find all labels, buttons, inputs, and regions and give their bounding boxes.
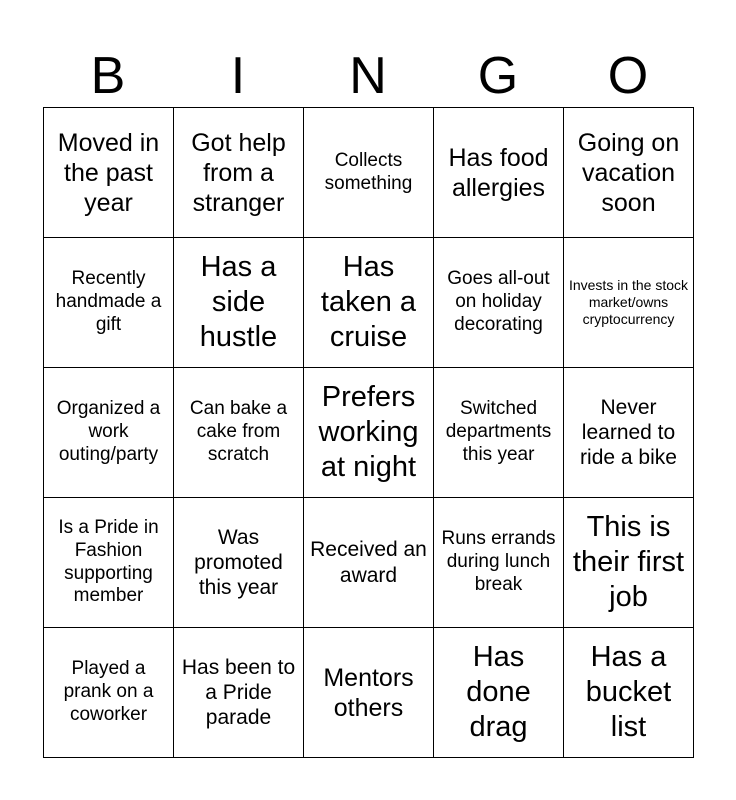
bingo-cell[interactable]: This is their first job: [564, 498, 694, 628]
board-row: [44, 368, 694, 498]
bingo-cell[interactable]: Has been to a Pride parade: [174, 628, 304, 758]
board-row: [44, 238, 694, 368]
bingo-cell[interactable]: Going on vacation soon: [564, 108, 694, 238]
bingo-cell[interactable]: Has a bucket list: [564, 628, 694, 758]
header-letter-o: O: [607, 47, 649, 105]
bingo-cell[interactable]: Organized a work outing/party: [44, 368, 174, 498]
bingo-cell[interactable]: Can bake a cake from scratch: [174, 368, 304, 498]
board-row: [44, 498, 694, 628]
header-letter-b: B: [90, 47, 126, 105]
header-letter-g: G: [477, 47, 519, 105]
bingo-cell[interactable]: Moved in the past year: [44, 108, 174, 238]
header-letter-i: I: [230, 47, 246, 105]
bingo-cell[interactable]: Never learned to ride a bike: [564, 368, 694, 498]
bingo-cell[interactable]: Prefers working at night: [304, 368, 434, 498]
bingo-cell[interactable]: Has food allergies: [434, 108, 564, 238]
bingo-board: [43, 107, 694, 758]
bingo-cell[interactable]: Got help from a stranger: [174, 108, 304, 238]
bingo-cell[interactable]: Goes all-out on holiday decorating: [434, 238, 564, 368]
bingo-cell[interactable]: Has taken a cruise: [304, 238, 434, 368]
bingo-cell[interactable]: Invests in the stock market/owns cryptocurrency: [564, 238, 694, 368]
bingo-cell[interactable]: Has a side hustle: [174, 238, 304, 368]
board-row: [44, 108, 694, 238]
header-letter-n: N: [349, 47, 387, 105]
board-row: [44, 628, 694, 758]
bingo-cell[interactable]: Recently handmade a gift: [44, 238, 174, 368]
bingo-cell[interactable]: Switched departments this year: [434, 368, 564, 498]
bingo-cell[interactable]: Runs errands during lunch break: [434, 498, 564, 628]
bingo-cell[interactable]: Received an award: [304, 498, 434, 628]
bingo-cell[interactable]: Was promoted this year: [174, 498, 304, 628]
bingo-header: [43, 45, 693, 107]
bingo-cell[interactable]: Played a prank on a coworker: [44, 628, 174, 758]
bingo-cell[interactable]: Is a Pride in Fashion supporting member: [44, 498, 174, 628]
bingo-cell[interactable]: Collects something: [304, 108, 434, 238]
bingo-cell[interactable]: Has done drag: [434, 628, 564, 758]
bingo-cell[interactable]: Mentors others: [304, 628, 434, 758]
